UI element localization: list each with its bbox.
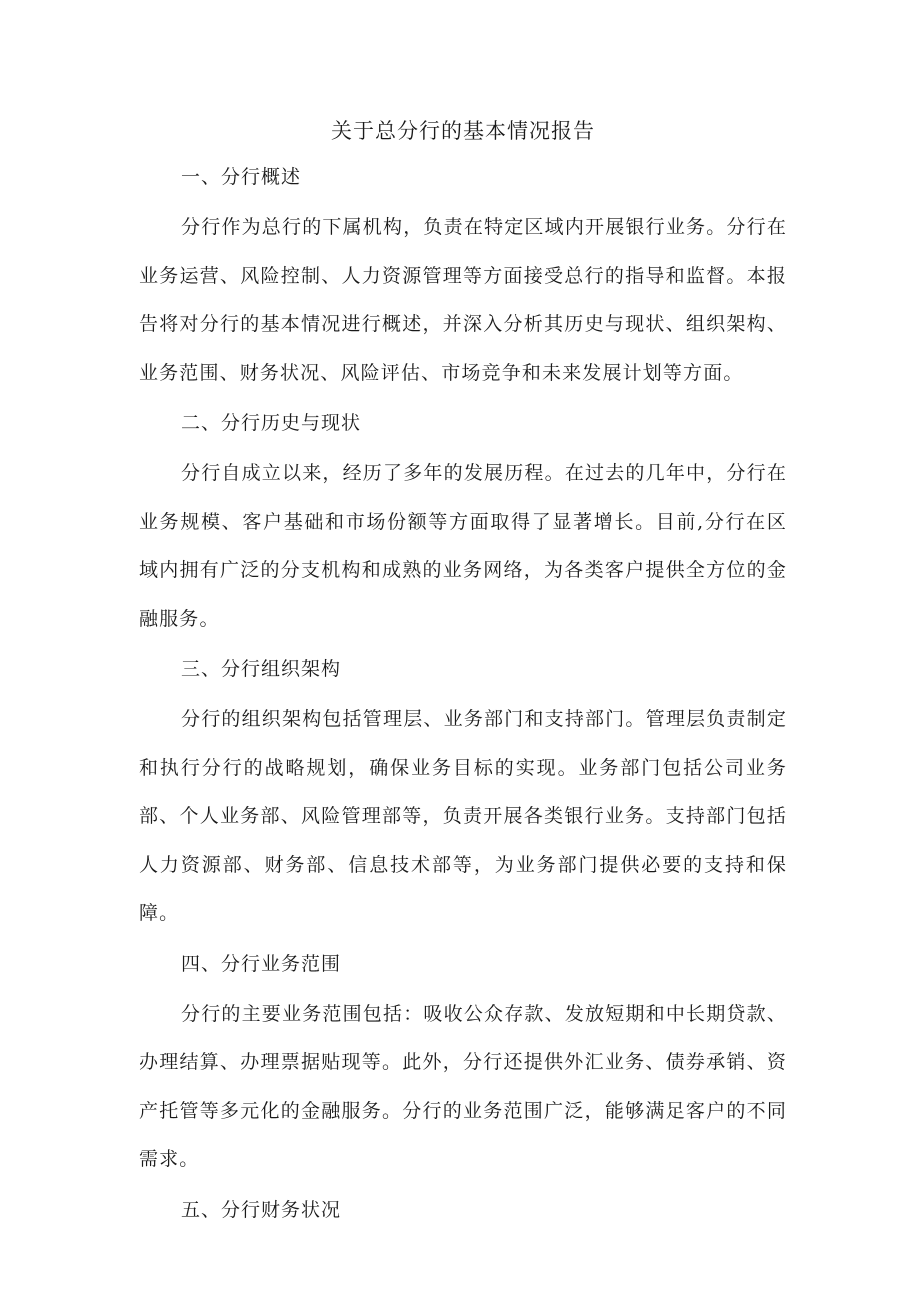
section-paragraph-business-scope: 分行的主要业务范围包括：吸收公众存款、发放短期和中长期贷款、办理结算、办理票据贴现等。此外，分行还提供外汇业务、债券承销、资产托管等多元化的金融服务。分行的业务范围广泛，能够满足客户的不同需求。 [139,1002,787,1170]
section-paragraph-overview: 分行作为总行的下属机构，负责在特定区域内开展银行业务。分行在业务运营、风险控制、人力资源管理等方面接受总行的指导和监督。本报告将对分行的基本情况进行概述，并深入分析其历史与现状、组织架构、业务范围、财务状况、风险评估、市场竞争和未来发展计划等方面。 [139,216,787,384]
section-heading-financial-status: 五、分行财务状况 [181,1198,342,1221]
section-paragraph-organization: 分行的组织架构包括管理层、业务部门和支持部门。管理层负责制定和执行分行的战略规划，确保业务目标的实现。业务部门包括公司业务部、个人业务部、风险管理部等，负责开展各类银行业务。支持部门包括人力资源部、财务部、信息技术部等，为业务部门提供必要的支持和保障。 [139,708,787,924]
section-heading-organization: 三、分行组织架构 [181,658,342,680]
section-heading-history: 二、分行历史与现状 [181,412,362,434]
document-page [139,112,787,1244]
document-title: 关于总分行的基本情况报告 [331,119,595,143]
section-heading-overview: 一、分行概述 [181,166,302,188]
section-paragraph-history: 分行自成立以来，经历了多年的发展历程。在过去的几年中，分行在业务规模、客户基础和市场份额等方面取得了显著增长。目前,分行在区域内拥有广泛的分支机构和成熟的业务网络，为各类客户提供全方位的金融服务。 [139,462,787,630]
section-heading-business-scope: 四、分行业务范围 [181,952,342,975]
